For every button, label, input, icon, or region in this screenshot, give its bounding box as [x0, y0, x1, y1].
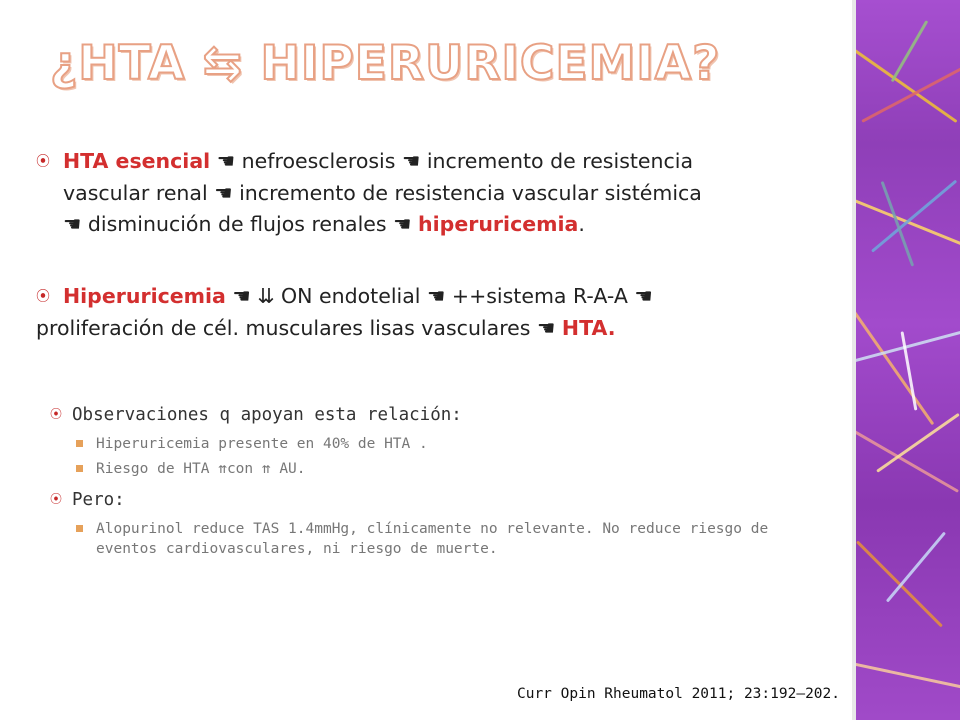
text-vascular-renal: vascular renal	[63, 181, 215, 205]
bullet-hiperuricemia	[36, 281, 836, 344]
period: .	[578, 212, 585, 236]
bullet-hta-esencial	[36, 146, 836, 240]
strip-divider	[852, 0, 856, 720]
square-bullet-icon	[76, 465, 83, 472]
bullet1-line2	[36, 178, 836, 209]
pointing-hand-icon: ☚	[393, 212, 412, 236]
square-bullet-icon	[76, 525, 83, 532]
pointing-hand-icon: ☚	[401, 149, 421, 173]
observation-1: Hiperuricemia presente en 40% de HTA .	[96, 436, 428, 452]
decorative-crystal-photo	[852, 0, 960, 720]
evidence-section	[50, 400, 830, 564]
pero-item-1: Alopurinol reduce TAS 1.4mmHg, clínicamente no relevante. No reduce riesgo de eventos cardiovasculares, ni riesgo de muerte.	[96, 521, 769, 557]
list-item	[76, 434, 830, 454]
text-resistencia-sistemica: incremento de resistencia vascular sistémica	[232, 181, 702, 205]
text-proliferacion: proliferación de cél. musculares lisas vasculares	[36, 316, 537, 340]
pointing-hand-icon: ☚	[536, 316, 556, 340]
hiperuricemia-lead: Hiperuricemia	[63, 284, 226, 308]
pointing-hand-icon: ☚	[634, 284, 653, 308]
list-item	[76, 459, 830, 479]
pointing-hand-icon: ☚	[63, 212, 82, 236]
bullet-marker-icon: ⦿	[50, 492, 63, 506]
bullet-marker-icon: ⦿	[50, 407, 63, 421]
pointing-hand-icon: ☚	[426, 284, 446, 308]
citation: Curr Opin Rheumatol 2011; 23:192–202.	[516, 686, 840, 702]
pointing-hand-icon: ☚	[232, 284, 251, 308]
hiperuricemia-term: hiperuricemia	[418, 212, 579, 236]
text-incremento-resistencia: incremento de resistencia	[420, 149, 694, 173]
bullet-marker-icon: ⦿	[36, 289, 50, 305]
bullet-marker-icon: ⦿	[36, 154, 50, 170]
list-item	[76, 519, 830, 559]
text-nefroesclerosis: nefroesclerosis	[235, 149, 402, 173]
hta-term: HTA.	[561, 316, 616, 340]
hta-esencial-term: HTA esencial	[63, 149, 211, 173]
observation-2: Riesgo de HTA ⇈con ⇈ AU.	[96, 461, 306, 477]
text-disminucion-flujos: disminución de flujos renales	[81, 212, 394, 236]
text-sistema-raa: ++sistema R-A-A	[445, 284, 635, 308]
text-on-endotelial: ⇊ ON endotelial	[250, 284, 427, 308]
pointing-hand-icon: ☚	[214, 181, 233, 205]
pero-heading-text: Pero:	[72, 490, 125, 510]
square-bullet-icon	[76, 440, 83, 447]
slide-title: ¿HTA ⇆ HIPERURICEMIA?	[50, 36, 721, 91]
bullet1-line3	[36, 209, 836, 240]
observations-heading	[50, 400, 830, 429]
pero-heading	[50, 485, 830, 514]
observations-heading-text: Observaciones q apoyan esta relación:	[72, 405, 462, 425]
pointing-hand-icon: ☚	[216, 149, 236, 173]
